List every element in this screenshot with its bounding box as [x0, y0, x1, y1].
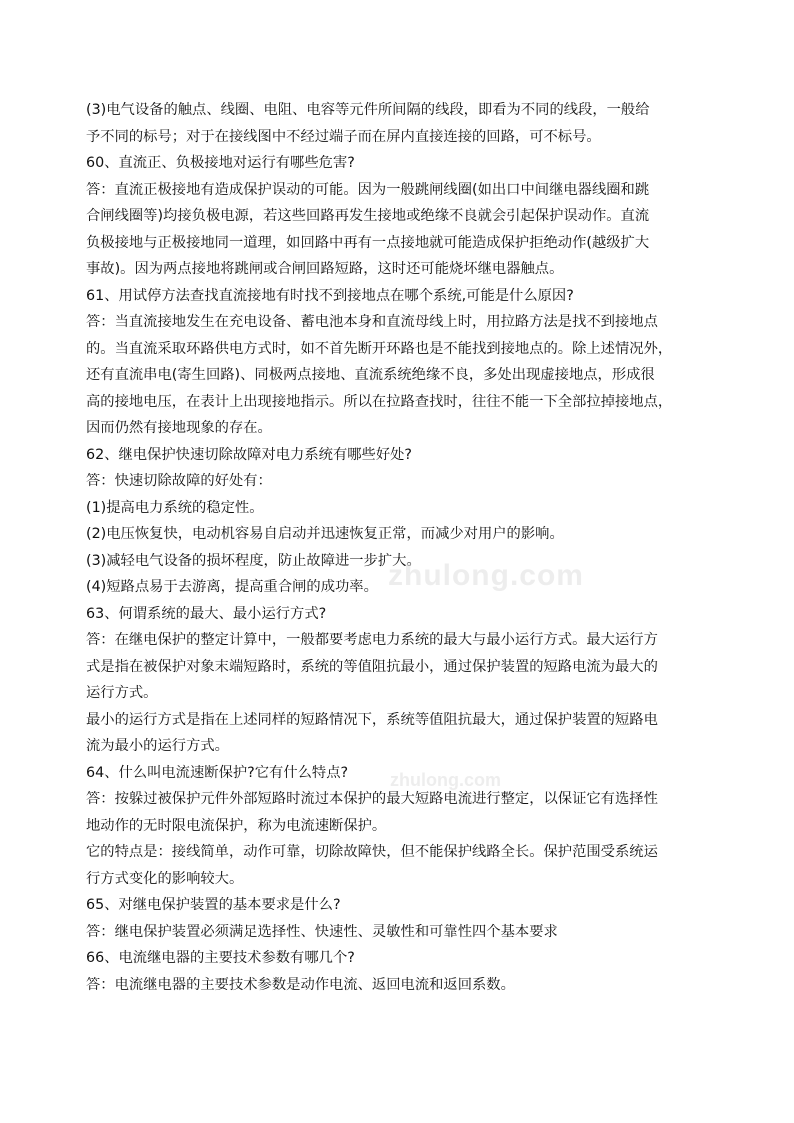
- text-line: 它的特点是：接线简单，动作可靠，切除故障快，但不能保护线路全长。保护范围受系统运: [86, 844, 658, 860]
- text-line: 事故)。因为两点接地将跳闸或合闸回路短路，这时还可能烧坏继电器触点。: [86, 261, 564, 277]
- text-line: 运行方式。: [86, 685, 158, 701]
- document-body: [86, 97, 720, 998]
- question-60: 60、直流正、负极接地对运行有哪些危害?: [86, 155, 355, 171]
- text-line: (4)短路点易于去游离，提高重合闸的成功率。: [86, 579, 378, 595]
- text-line: 的。当直流采取环路供电方式时，如不首先断开环路也是不能找到接地点的。除上述情况外，: [86, 340, 673, 357]
- text-line: 答：继电保护装置必须满足选择性、快速性、灵敏性和可靠性四个基本要求: [86, 923, 558, 940]
- text-line: 最小的运行方式是指在上述同样的短路情况下，系统等值阻抗最大，通过保护装置的短路电: [86, 711, 658, 728]
- text-line: 负极接地与正极接地同一道理，如回路中再有一点接地就可能造成保护拒绝动作(越级扩大: [86, 234, 650, 251]
- question-65: 65、对继电保护装置的基本要求是什么?: [86, 897, 341, 913]
- text-line: 答：快速切除故障的好处有：: [86, 473, 272, 489]
- text-line: (1)提高电力系统的稳定性。: [86, 499, 264, 516]
- text-line: (3)减轻电气设备的损坏程度，防止故障进一步扩大。: [86, 552, 421, 569]
- text-line: (2)电压恢复快，电动机容易自启动并迅速恢复正常，而减少对用户的影响。: [86, 526, 564, 542]
- text-line: (3)电气设备的触点、线圈、电阻、电容等元件所间隔的线段，即看为不同的线段，一般给: [86, 102, 650, 118]
- text-line: 因而仍然有接地现象的存在。: [86, 420, 272, 436]
- question-63: 63、何谓系统的最大、最小运行方式?: [86, 605, 327, 622]
- text-line: 答：在继电保护的整定计算中，一般都要考虑电力系统的最大与最小运行方式。最大运行方: [86, 632, 658, 648]
- question-66: 66、电流继电器的主要技术参数有哪几个?: [86, 950, 355, 966]
- question-62: 62、继电保护快速切除故障对电力系统有哪些好处?: [86, 446, 413, 463]
- watermark: zhulong.com: [390, 770, 501, 790]
- text-line: 流为最小的运行方式。: [86, 738, 229, 754]
- text-line: 答：按躲过被保护元件外部短路时流过本保护的最大短路电流进行整定，以保证它有选择性: [86, 791, 658, 807]
- question-61: 61、用试停方法查找直流接地有时找不到接地点在哪个系统,可能是什么原因?: [86, 287, 574, 304]
- text-line: 予不同的标号；对于在接线图中不经过端子而在屏内直接连接的回路，可不标号。: [86, 128, 601, 145]
- text-line: 式是指在被保护对象末端短路时，系统的等值阻抗最小，通过保护装置的短路电流为最大的: [86, 658, 658, 675]
- text-line: 还有直流串电(寄生回路)、同极两点接地、直流系统绝缘不良，多处出现虚接地点，形成很: [86, 367, 655, 383]
- text-line: 地动作的无时限电流保护，称为电流速断保护。: [86, 817, 387, 834]
- text-line: 合闸线圈等)均接负极电源，若这些回路再发生接地或绝缘不良就会引起保护误动作。直流: [86, 208, 650, 224]
- text-line: 答：当直流接地发生在充电设备、蓄电池本身和直流母线上时，用拉路方法是找不到接地点: [86, 314, 658, 330]
- text-line: 答：电流继电器的主要技术参数是动作电流、返回电流和返回系数。: [86, 976, 515, 993]
- text-line: 高的接地电压，在表计上出现接地指示。所以在拉路查找时，往往不能一下全部拉掉接地点，: [86, 393, 673, 410]
- text-line: 答：直流正极接地有造成保护误动的可能。因为一般跳闸线圈(如出口中间继电器线圈和跳: [86, 181, 650, 198]
- question-64: 64、什么叫电流速断保护?它有什么特点?: [86, 764, 349, 781]
- watermark: zhulong.com: [388, 559, 584, 592]
- text-line: 行方式变化的影响较大。: [86, 870, 244, 887]
